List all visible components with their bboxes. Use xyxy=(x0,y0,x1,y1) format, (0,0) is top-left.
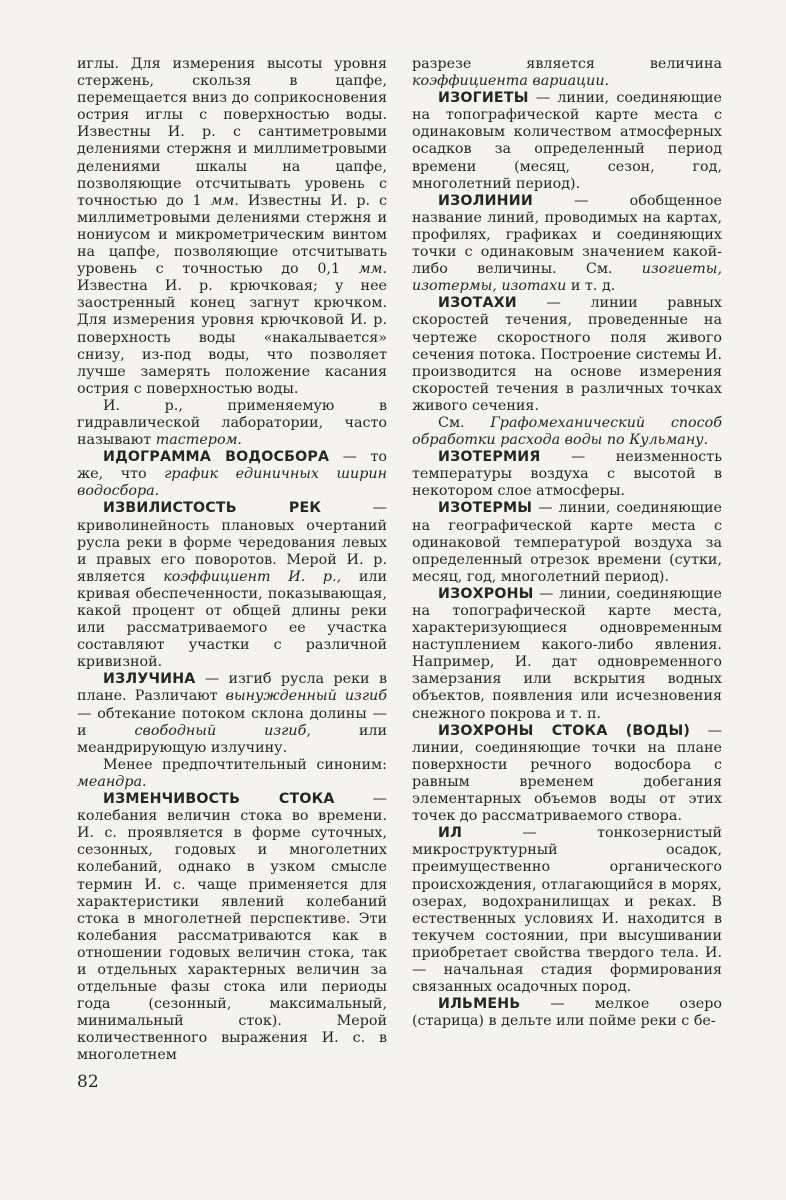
entry-heading: ИЗОГИЕТЫ xyxy=(438,90,529,107)
entry-izotermy: ИЗОТЕРМЫ — линии, соединяющие на географической карте места с одинаковой температурой воздуха за определенный отрезок времени (сутки, месяц, год, многолетний период). xyxy=(412,500,722,585)
entry-heading: ИЗЛУЧИНА xyxy=(103,671,196,688)
right-column xyxy=(412,56,722,1030)
paragraph: См. Графомеханический способ обработки расхода воды по Кульману. xyxy=(412,414,722,449)
entry-heading: ИЗМЕНЧИВОСТЬ СТОКА xyxy=(103,791,335,808)
entry-izotermiya: ИЗОТЕРМИЯ — неизменность температуры воздуха с высотой в некотором слое атмосферы. xyxy=(412,449,722,500)
entry-izohrony-stoka: ИЗОХРОНЫ СТОКА (ВОДЫ) — линии, соединяющие точки на плане поверхности речного водосбора с равным временем добегания элементарных объемов воды от этих точек до рассматриваемого створа. xyxy=(412,722,722,825)
entry-heading: ИЗОХРОНЫ СТОКА (ВОДЫ) xyxy=(438,722,691,739)
entry-ilmen: ИЛЬМЕНЬ — мелкое озеро (старица) в дельте или пойме реки с бе- xyxy=(412,996,722,1030)
paragraph: И. р., применяемую в гидравлической лаборатории, часто называют тастером. xyxy=(77,397,387,449)
entry-izogiety: ИЗОГИЕТЫ — линии, соединяющие на топографической карте места с одинаковым количеством атмосферных осадков за определенный период времени (месяц, сезон, год, многолетний период). xyxy=(412,90,722,192)
entry-izolinii: ИЗОЛИНИИ — обобщенное название линий, проводимых на картах, профилях, графиках и соединяющих точки с одинаковым значением какой-либо величины. См. изогиеты, изотермы, изотахи и т. д. xyxy=(412,192,722,295)
entry-heading: ИЛ xyxy=(438,825,463,842)
entry-izmenchivost: ИЗМЕНЧИВОСТЬ СТОКА — колебания величин стока во времени. И. с. проявляется в форме суточных, сезонных, годовых и многолетних колебаний, однако в узком смысле термин И. с. чаще применяется для характеристики явлений колебаний стока в многолетней перспективе. Эти колебания рассматриваются как в отношении годовых величин стока, так и отдельных характерных величин за отдельные фазы стока или периоды года (сезонный, максимальный, минимальный сток). Мерой количественного выражения И. с. в многолетнем xyxy=(77,791,387,1064)
entry-izvilistost: ИЗВИЛИСТОСТЬ РЕК — криволинейность плановых очертаний русла реки в форме чередования левых и правых его поворотов. Мерой И. р. является коэффициент И. р., или кривая обеспеченности, показывающая, какой процент от общей длины реки или рассматриваемого ее участка составляют участки с различной кривизной. xyxy=(77,500,387,671)
entry-heading: ИЗОЛИНИИ xyxy=(438,192,533,209)
entry-heading: ИЗВИЛИСТОСТЬ РЕК xyxy=(103,500,322,517)
entry-heading: ИДОГРАММА ВОДОСБОРА xyxy=(103,449,330,466)
left-column xyxy=(77,56,387,1065)
paragraph: Менее предпочтительный синоним: меандра. xyxy=(77,756,387,790)
entry-izohrony: ИЗОХРОНЫ — линии, соединяющие на топографической карте места, характеризующиеся одновременным наступлением какого-либо явления. Например, И. дат одновременного замерзания или вскрытия водных объектов, появления или исчезновения снежного покрова и т. п. xyxy=(412,585,722,722)
entry-heading: ИЗОТАХИ xyxy=(438,295,517,312)
entry-izluchina: ИЗЛУЧИНА — изгиб русла реки в плане. Различают вынужденный изгиб — обтекание потоком склона долины — и свободный изгиб, или меандрирующую излучину. xyxy=(77,671,388,756)
paragraph-continued: иглы. Для измерения высоты уровня стержень, скользя в цапфе, перемещается вниз до соприкосновения острия иглы с поверхностью воды. Известны И. р. с сантиметровыми делениями стержня и миллиметровыми делениями шкалы на цапфе, позволяющие отсчитывать уровень с точностью до 1 мм. Известны И. р. с миллиметровыми делениями стержня и нониусом и микрометрическим винтом на цапфе, позволяющие отсчитывать уровень с точностью до 0,1 мм. Известна И. р. крючковая; у нее заостренный конец загнут крючком. Для измерения уровня крючковой И. р. поверхность воды «накалывается» снизу, из-под воды, что позволяет лучше замерять положение касания острия с поверхностью воды. xyxy=(77,56,387,397)
entry-idogramma: ИДОГРАММА ВОДОСБОРА — то же, что график единичных ширин водосбора. xyxy=(77,449,388,500)
entry-heading: ИЗОТЕРМЫ xyxy=(438,500,533,517)
entry-heading: ИЗОТЕРМИЯ xyxy=(438,449,541,466)
entry-il: ИЛ — тонкозернистый микроструктурный осадок, преимущественно органического происхождения, отлагающийся в морях, озерах, водохранилищах и реках. В естественных условиях И. находится в текучем состоянии, при высушивании приобретает свойства твердого тела. И. — начальная стадия формирования связанных осадочных пород. xyxy=(412,825,722,996)
paragraph-continued: разрезе является величина коэффициента вариации. xyxy=(412,56,722,90)
entry-izotahi: ИЗОТАХИ — линии равных скоростей течения, проведенные на чертеже скоростного поля живого сечения потока. Построение системы И. производится на основе измерения скоростей течения в различных точках живого сечения. xyxy=(412,295,722,414)
entry-heading: ИЗОХРОНЫ xyxy=(438,585,534,602)
page-number: 82 xyxy=(77,1072,99,1092)
entry-heading: ИЛЬМЕНЬ xyxy=(438,996,521,1013)
